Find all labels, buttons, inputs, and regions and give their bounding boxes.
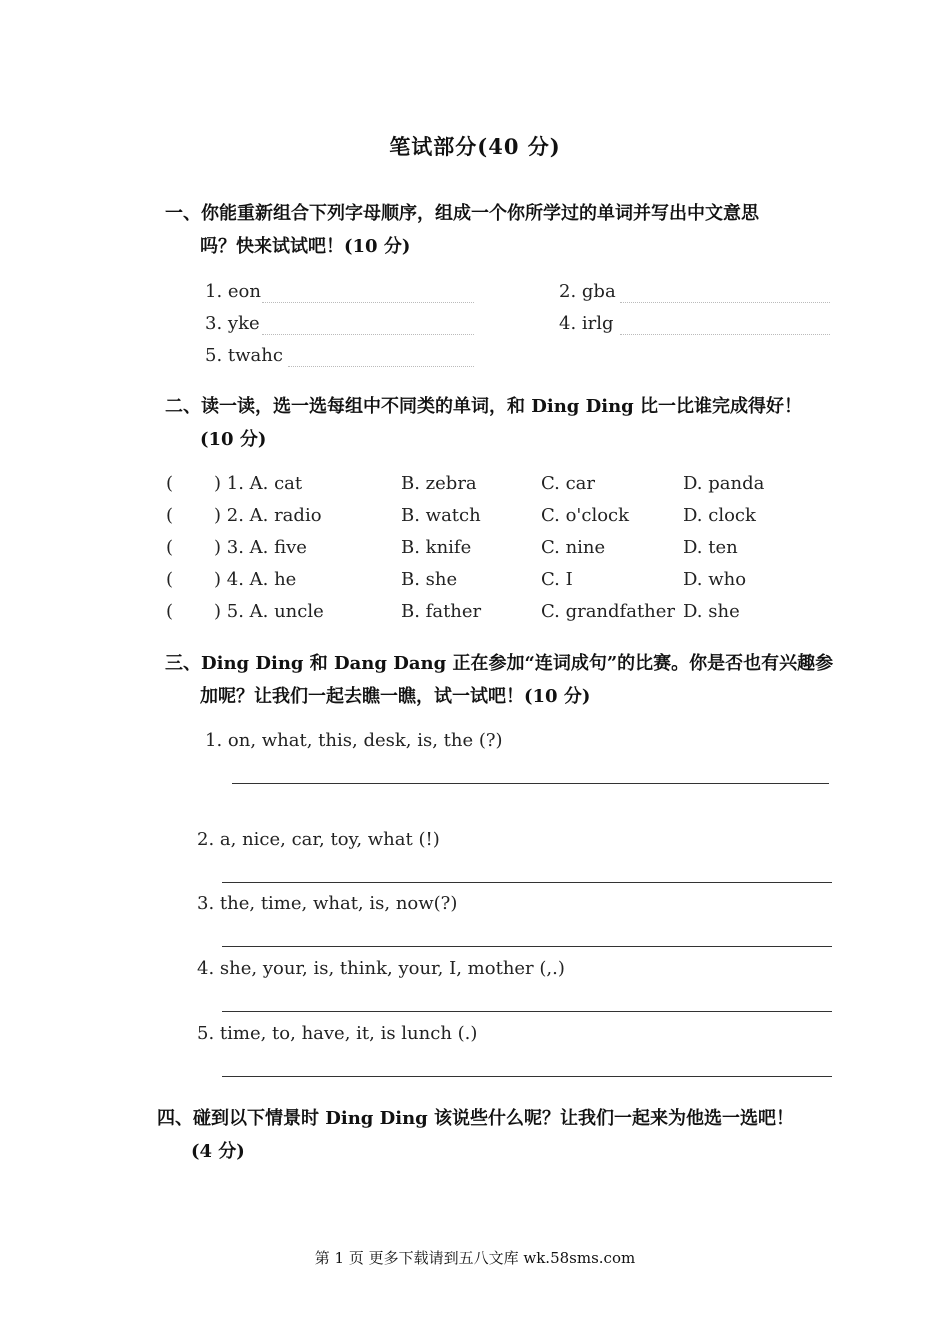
s1-item-5: 5. twahc: [205, 345, 283, 366]
s3-item-2: 2. a, nice, car, toy, what (!): [197, 829, 440, 850]
s2-q3-option-a: ) 3. A. five: [214, 537, 307, 558]
s1-answer-line-1: [262, 302, 474, 303]
s2-q4-option-c: C. I: [541, 569, 573, 590]
section-4-heading-cont: (4 分): [191, 1141, 245, 1162]
s2-q5-answer-paren: (: [166, 601, 174, 622]
s2-q3-answer-paren: (: [166, 537, 174, 558]
s1-item-2: 2. gba: [559, 281, 616, 302]
section-2-heading-cont: (10 分): [200, 429, 267, 450]
s3-answer-line-2: [222, 882, 832, 883]
s1-item-4: 4. irlg: [559, 313, 614, 334]
s2-q2-option-d: D. clock: [683, 505, 756, 526]
s1-answer-line-4: [620, 334, 830, 335]
section-3-heading-cont: 加呢？让我们一起去瞧一瞧，试一试吧！(10 分): [200, 686, 591, 707]
s2-q1-option-d: D. panda: [683, 473, 765, 494]
page-title: 笔试部分(40 分): [389, 134, 561, 159]
s3-answer-line-4: [222, 1011, 832, 1012]
s2-q1-option-c: C. car: [541, 473, 595, 494]
s1-answer-line-5: [288, 366, 474, 367]
s3-answer-line-3: [222, 946, 832, 947]
section-3-heading: 三、Ding Ding 和 Dang Dang 正在参加“连词成句”的比赛。你是否也有兴趣参: [165, 653, 834, 674]
s3-answer-line-1: [232, 783, 829, 784]
section-1-heading-cont: 吗？快来试试吧！(10 分): [200, 236, 411, 257]
s2-q4-option-a: ) 4. A. he: [214, 569, 297, 590]
s2-q5-option-d: D. she: [683, 601, 740, 622]
s2-q2-answer-paren: (: [166, 505, 174, 526]
s2-q4-option-b: B. she: [401, 569, 458, 590]
s3-answer-line-5: [222, 1076, 832, 1077]
s2-q2-option-b: B. watch: [401, 505, 481, 526]
s2-q5-option-c: C. grandfather: [541, 601, 676, 622]
s1-answer-line-3: [262, 334, 474, 335]
s3-item-1: 1. on, what, this, desk, is, the (?): [205, 730, 503, 751]
s2-q4-answer-paren: (: [166, 569, 174, 590]
section-4-heading: 四、碰到以下情景时 Ding Ding 该说些什么呢？让我们一起来为他选一选吧！: [157, 1108, 795, 1129]
section-1-heading: 一、你能重新组合下列字母顺序，组成一个你所学过的单词并写出中文意思: [165, 203, 759, 224]
s2-q3-option-c: C. nine: [541, 537, 606, 558]
s3-item-5: 5. time, to, have, it, is lunch (.): [197, 1023, 478, 1044]
s1-item-1: 1. eon: [205, 281, 261, 302]
s2-q3-option-b: B. knife: [401, 537, 472, 558]
s3-item-3: 3. the, time, what, is, now(?): [197, 893, 458, 914]
s2-q3-option-d: D. ten: [683, 537, 738, 558]
s2-q1-answer-paren: (: [166, 473, 174, 494]
s2-q1-option-b: B. zebra: [401, 473, 477, 494]
s2-q4-option-d: D. who: [683, 569, 747, 590]
s2-q2-option-c: C. o'clock: [541, 505, 630, 526]
s2-q2-option-a: ) 2. A. radio: [214, 505, 322, 526]
s1-item-3: 3. yke: [205, 313, 260, 334]
s3-item-4: 4. she, your, is, think, your, I, mother (,.): [197, 958, 565, 979]
s2-q5-option-a: ) 5. A. uncle: [214, 601, 324, 622]
s1-answer-line-2: [620, 302, 830, 303]
section-2-heading: 二、读一读，选一选每组中不同类的单词，和 Ding Ding 比一比谁完成得好！: [165, 396, 803, 417]
page-footer: 第 1 页 更多下载请到五八文库 wk.58sms.com: [314, 1249, 636, 1267]
s2-q5-option-b: B. father: [401, 601, 482, 622]
s2-q1-option-a: ) 1. A. cat: [214, 473, 303, 494]
